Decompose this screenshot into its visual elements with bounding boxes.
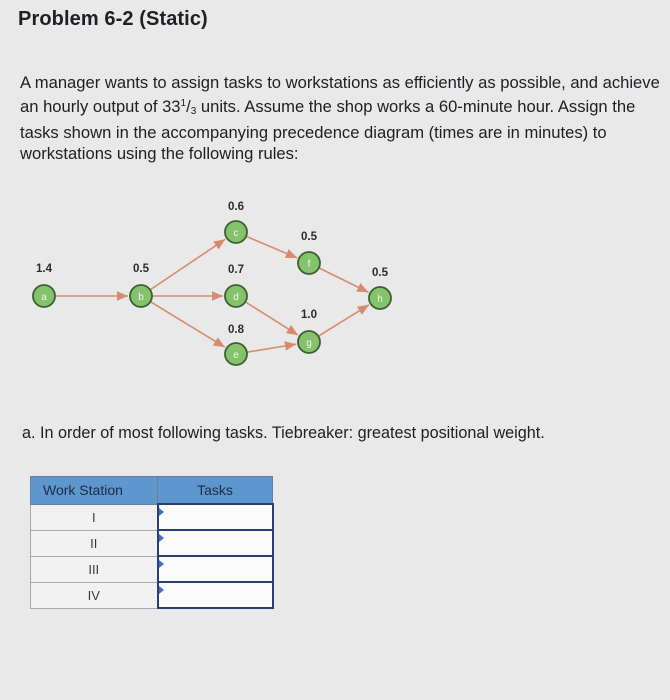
tasks-input[interactable] [159,584,272,606]
task-time-label: 0.8 [228,324,244,336]
cell-marker-icon [159,560,164,568]
task-node-e [225,324,247,365]
task-time-label: 0.5 [301,231,317,243]
fraction-slash: / [186,97,191,116]
work-station-header: Work Station [31,477,158,505]
station-label: II [31,530,158,556]
fraction-denominator: 3 [190,106,197,117]
tasks-input[interactable] [159,558,272,580]
edge-g-h [318,305,369,336]
table-row [31,504,273,530]
table-row [31,556,273,582]
statement-text-part-2: units. Assume the shop works a 60-minute hour. Assign the tasks shown in the accompanying precedence diagram (times are in minutes) to workstations using the following rules: [20,97,636,163]
task-node-label: c [233,228,239,239]
task-node-d [225,264,247,307]
tasks-input-cell[interactable] [158,556,273,582]
task-node-label: g [306,338,312,349]
tasks-input[interactable] [159,506,272,528]
edge-d-g [245,302,298,335]
task-node-f [298,231,320,274]
edge-e-g [247,344,296,352]
station-label: I [31,504,158,530]
part-a-instruction: a. In order of most following tasks. Tiebreaker: greatest positional weight. [22,424,545,442]
task-node-h [369,267,391,309]
task-time-label: 1.0 [301,309,317,321]
workstation-table [30,476,274,609]
task-node-a [33,263,55,307]
task-node-label: h [377,294,383,305]
task-time-label: 0.7 [228,264,244,276]
task-node-c [225,201,247,243]
station-label: III [31,556,158,582]
edge-b-c [150,239,225,290]
edge-c-f [246,236,297,258]
task-time-label: 1.4 [36,263,52,275]
task-node-label: d [233,292,239,303]
station-label: IV [31,582,158,608]
edge-f-h [319,268,368,292]
problem-title: Problem 6-2 (Static) [18,8,208,30]
task-time-label: 0.5 [133,263,149,275]
tasks-input-cell[interactable] [158,582,273,608]
tasks-input-cell[interactable] [158,530,273,556]
task-node-label: e [233,350,239,361]
task-node-g [298,309,320,353]
cell-marker-icon [159,534,164,542]
task-node-b [130,263,152,307]
task-node-label: a [41,292,47,303]
fraction-numerator: 1 [180,98,187,109]
edge-b-e [150,302,225,347]
task-node-label: f [307,259,311,270]
table-row [31,530,273,556]
task-time-label: 0.6 [228,201,244,213]
task-node-label: b [138,292,144,303]
tasks-input[interactable] [159,532,272,554]
task-time-label: 0.5 [372,267,388,279]
cell-marker-icon [159,508,164,516]
tasks-input-cell[interactable] [158,504,273,530]
tasks-header: Tasks [158,477,273,505]
cell-marker-icon [159,586,164,594]
table-row [31,582,273,608]
statement-text-part-1: A manager wants to assign tasks to workstations as efficiently as possible, and achieve an hourly output of 33 [20,73,660,116]
